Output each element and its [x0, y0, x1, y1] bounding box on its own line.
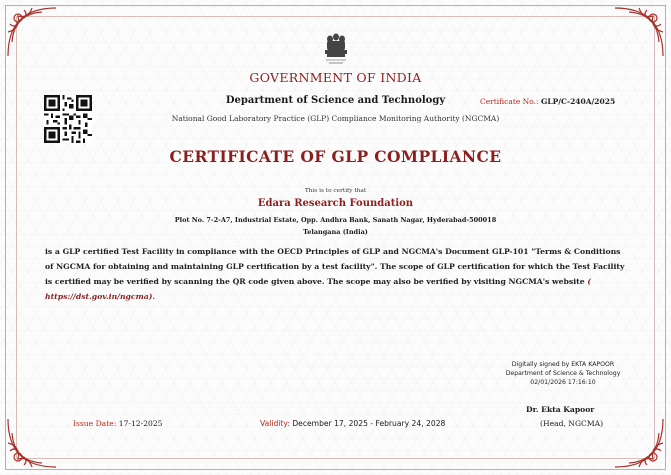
ornamental-corner-icon [2, 413, 62, 473]
ornamental-corner-icon [609, 413, 669, 473]
ornamental-corner-icon [609, 2, 669, 62]
issue-date [73, 419, 163, 428]
organization-state: Telangana (India) [303, 228, 368, 236]
validity-label: Validity: [260, 419, 290, 428]
organization-name: Edara Research Foundation [257, 198, 414, 209]
ngcma-website-link[interactable]: ( https://dst.gov.in/ngcma). [45, 277, 591, 301]
issue-date-label: Issue Date: [73, 419, 117, 428]
government-title: GOVERNMENT OF INDIA [249, 70, 422, 85]
validity-period [260, 419, 445, 428]
state-emblem-icon [321, 30, 351, 66]
organization-address: Plot No. 7-2-A7, Industrial Estate, Opp. Andhra Bank, Sanath Nagar, Hyderabad-500018 [174, 216, 497, 224]
signatory-role: (Head, NGCMA) [540, 419, 604, 428]
department-name: Department of Science and Technology [225, 95, 446, 106]
certificate-number-label: Certificate No.: [480, 97, 539, 106]
authority-name: National Good Laboratory Practice (GLP) Compliance Monitoring Authority (NGCMA) [171, 114, 500, 123]
digital-signature-block [488, 360, 638, 387]
signatory-name: Dr. Ekta Kapoor [526, 405, 595, 414]
certificate-title: CERTIFICATE OF GLP COMPLIANCE [169, 147, 502, 166]
certificate-number-value: GLP/C-240A/2025 [540, 97, 616, 106]
validity-value: December 17, 2025 - February 24, 2028 [292, 419, 446, 428]
digital-signature-line2: Department of Science & Technology [505, 370, 621, 377]
qr-code-icon[interactable] [44, 95, 92, 143]
issue-date-value: 17-12-2025 [118, 419, 163, 428]
digital-signature-line3: 02/01/2026 17:16:10 [530, 379, 596, 386]
ornamental-corner-icon [2, 2, 62, 62]
body-text: is a GLP certified Test Facility in compliance with the OECD Principles of GLP and NGCMA's Document GLP-101 "Terms & Conditions of NGCMA for obtaining and maintaining GLP certification by a test facility". The scope of GLP certification for which the Test Facility is certified may be verified by scanning the QR code given above. The scope may also be verified by visiting NGCMA's website [45, 247, 625, 286]
certificate-body [45, 244, 627, 304]
certificate-number [480, 97, 615, 106]
certify-line: This is to certify that [304, 188, 367, 194]
digital-signature-line1: Digitally signed by EKTA KAPOOR [511, 361, 615, 368]
